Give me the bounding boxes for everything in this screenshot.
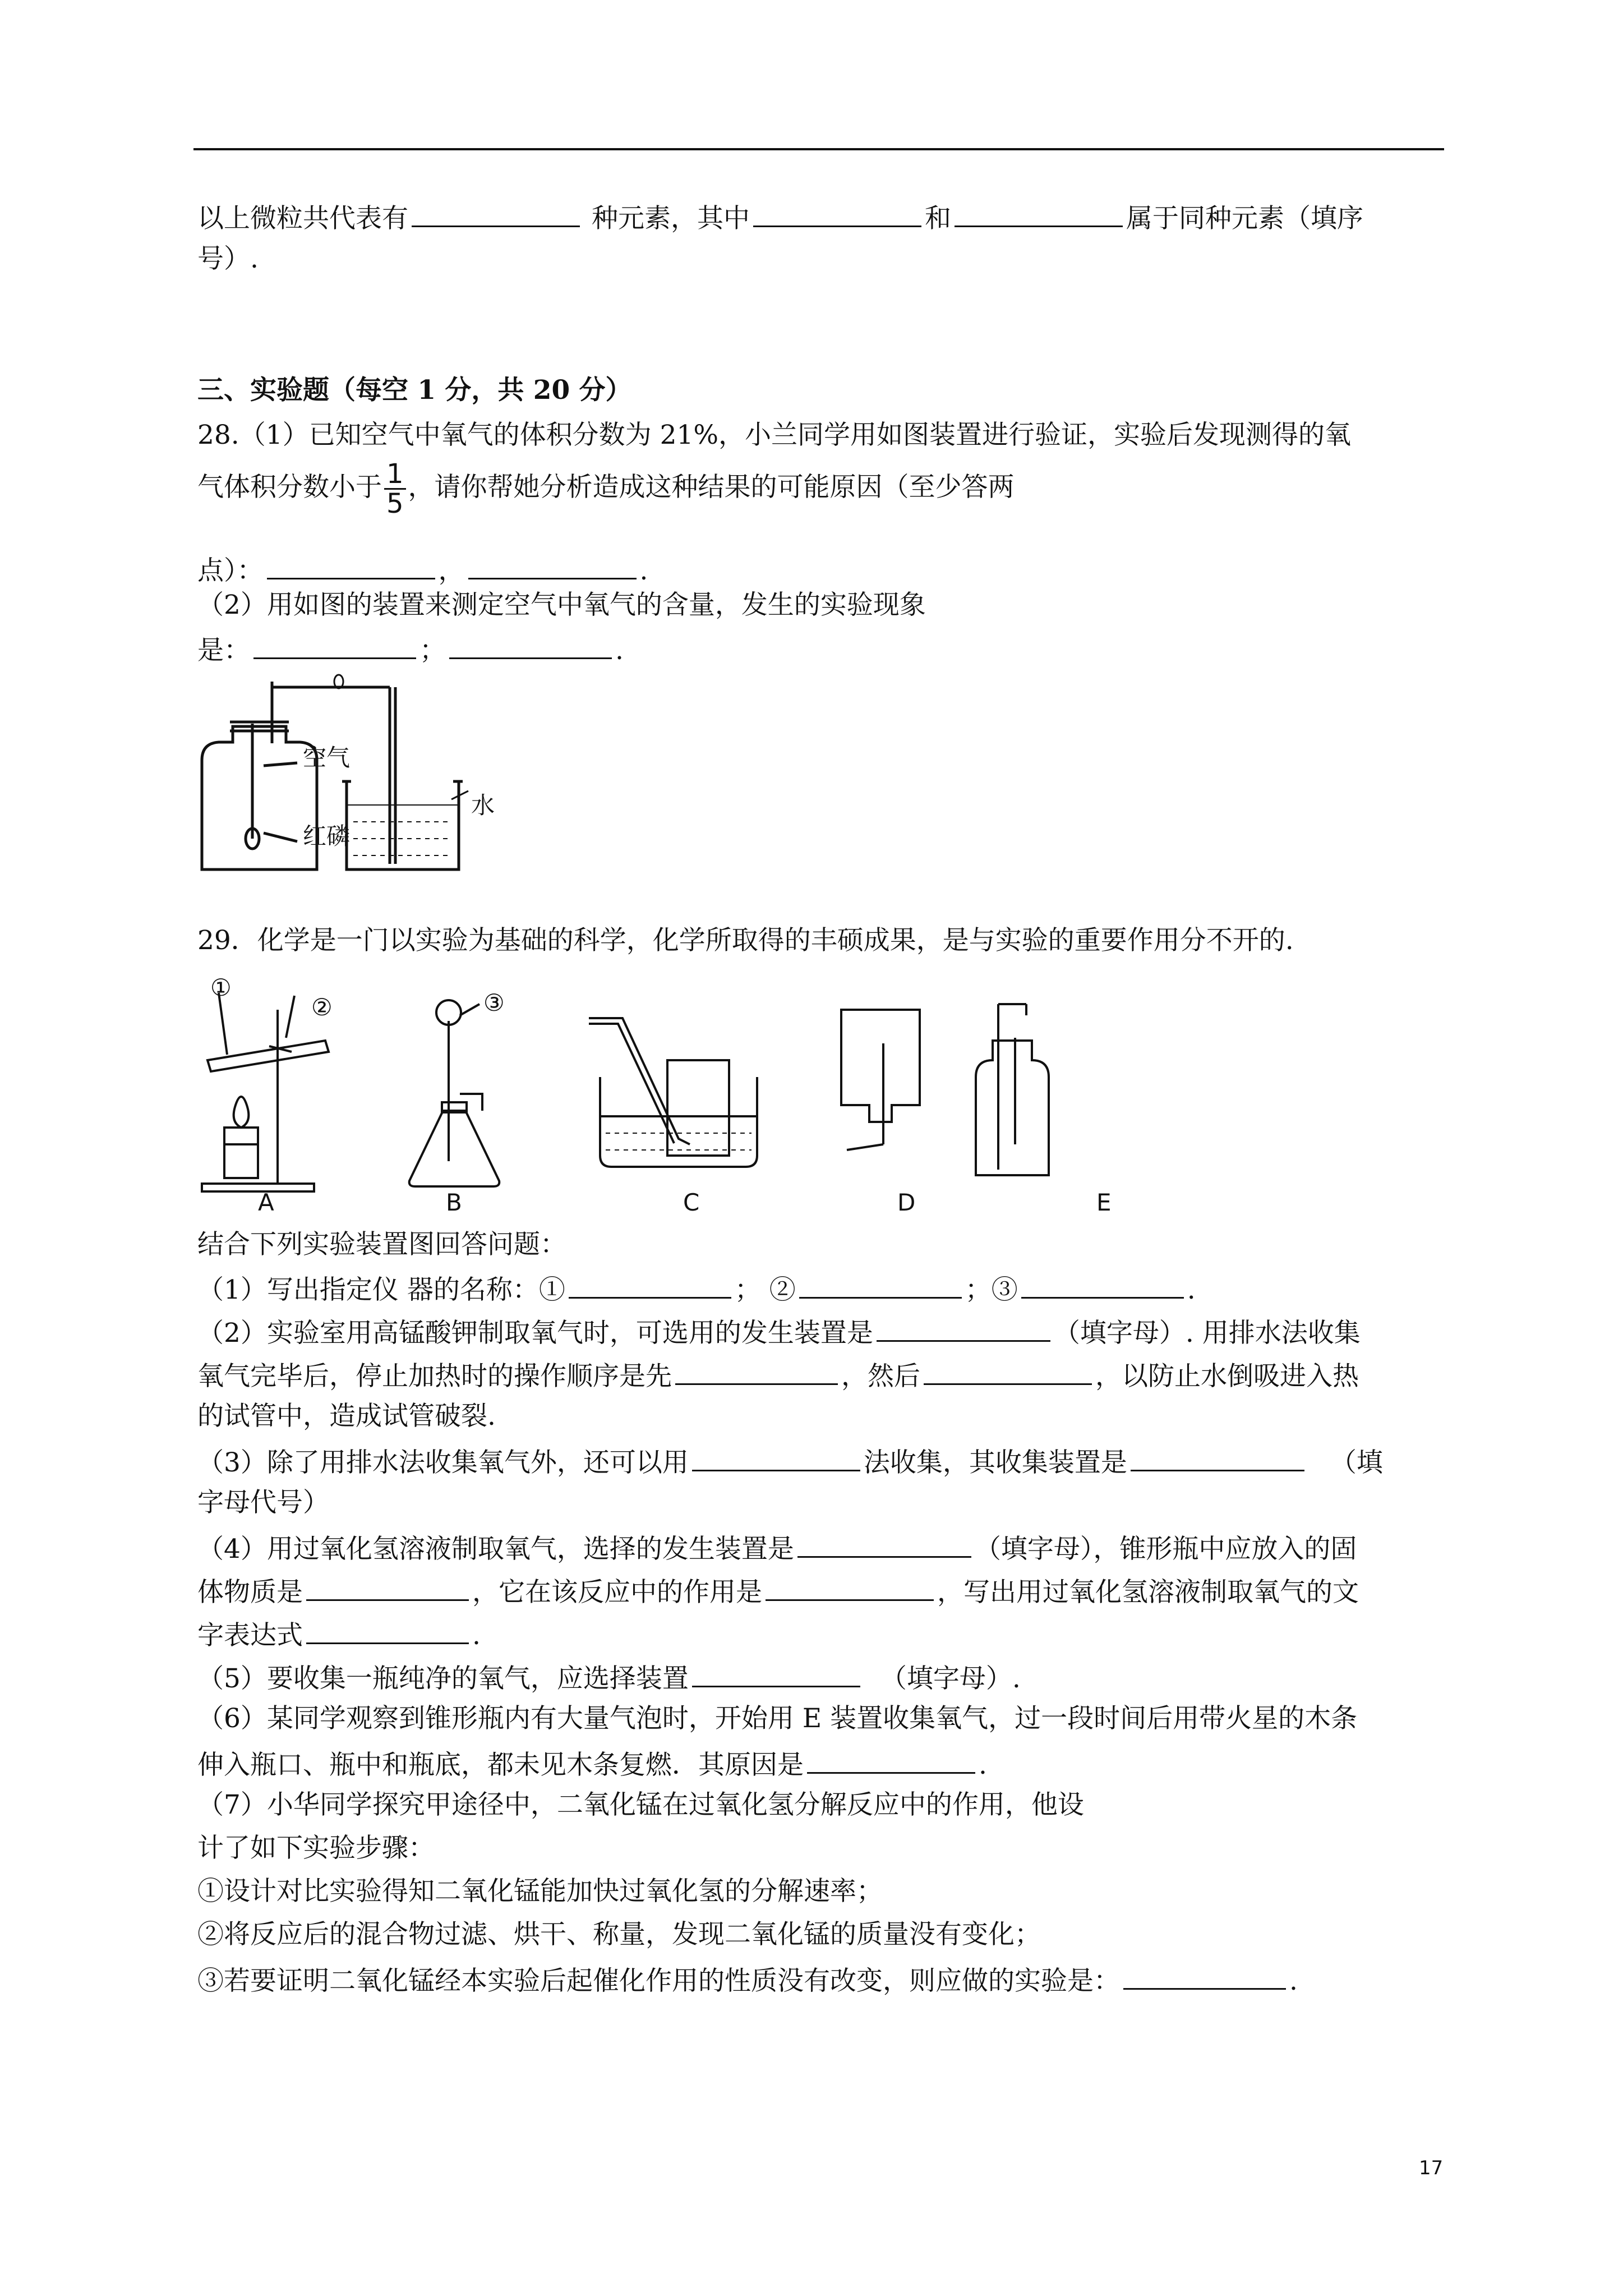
text: ，写出用过氧化氢溶液制取氧气的文	[937, 1577, 1359, 1608]
label-red-phosphorus: 红磷	[303, 822, 351, 850]
text: （1）写出指定仪 器的名称：①	[197, 1274, 565, 1305]
header-rule	[193, 148, 1444, 150]
answer-blank[interactable]	[468, 554, 637, 579]
text: .	[639, 555, 648, 586]
q28-line	[197, 460, 1015, 518]
answer-blank[interactable]	[955, 202, 1123, 227]
text: 属于同种元素（填序	[1126, 203, 1363, 234]
text: ，以防止水倒吸进入热	[1095, 1361, 1359, 1392]
text-line	[197, 202, 1363, 232]
answer-blank[interactable]	[766, 1576, 934, 1601]
answer-blank[interactable]	[799, 1273, 962, 1299]
fraction	[384, 460, 406, 518]
answer-blank[interactable]	[924, 1360, 1092, 1385]
text: ；	[419, 635, 446, 666]
text: （4）用过氧化氢溶液制取氧气，选择的发生装置是	[197, 1534, 794, 1565]
q29-line	[197, 1964, 1298, 1994]
label-air: 空气	[303, 744, 351, 771]
text: 点）：	[197, 555, 264, 586]
text: 和	[924, 203, 951, 234]
text: 是：	[197, 635, 250, 666]
text: 氧气完毕后，停止加热时的操作顺序是先	[197, 1361, 672, 1392]
text: （填	[1330, 1447, 1383, 1478]
q29-line: （6）某同学观察到锥形瓶内有大量气泡时，开始用 E 装置收集氧气，过一段时间后用带火星的木条	[197, 1703, 1358, 1734]
answer-blank[interactable]	[412, 202, 580, 227]
answer-blank[interactable]	[753, 202, 921, 227]
answer-blank[interactable]	[807, 1749, 975, 1774]
text: 以上微粒共代表有	[197, 203, 408, 234]
label-a: A	[258, 1189, 274, 1212]
label-water: 水	[471, 792, 495, 819]
q28-line: （2）用如图的装置来测定空气中氧气的含量，发生的实验现象	[197, 590, 926, 620]
text: 体物质是	[197, 1577, 303, 1608]
q29-line	[197, 1749, 987, 1778]
text: 法收集，其收集装置是	[863, 1447, 1127, 1478]
answer-blank[interactable]	[1123, 1964, 1286, 1990]
text: .	[472, 1620, 481, 1651]
answer-blank[interactable]	[675, 1360, 838, 1385]
answer-blank[interactable]	[877, 1317, 1050, 1342]
q28-line	[197, 634, 624, 664]
marker-3: ③	[483, 989, 505, 1016]
q29-line	[197, 1662, 1021, 1692]
q29-line	[197, 1533, 1357, 1565]
text: .	[979, 1750, 987, 1780]
answer-blank[interactable]	[692, 1446, 860, 1471]
q29-line	[197, 1317, 1361, 1349]
page-number: 17	[1419, 2157, 1444, 2179]
q28-line: 28.（1）已知空气中氧气的体积分数为 21%，小兰同学用如图装置进行验证，实验后发现测得的氧	[197, 420, 1352, 450]
text: .	[1187, 1274, 1196, 1305]
q29-line: 结合下列实验装置图回答问题：	[197, 1229, 566, 1260]
q29-line: 计了如下实验步骤：	[197, 1833, 435, 1864]
answer-blank[interactable]	[797, 1533, 971, 1558]
q29-line: （7）小华同学探究甲途径中，二氧化锰在过氧化氢分解反应中的作用，他设	[197, 1789, 1084, 1820]
label-d: D	[897, 1189, 916, 1212]
q29-line	[197, 1273, 1196, 1303]
marker-2: ②	[311, 993, 333, 1021]
answer-blank[interactable]	[267, 554, 435, 579]
text: .	[615, 635, 624, 666]
text: 种元素，其中	[591, 203, 750, 234]
text: ； ②	[734, 1274, 796, 1305]
q29-line: ①设计对比实验得知二氧化锰能加快过氧化氢的分解速率；	[197, 1876, 883, 1907]
answer-blank[interactable]	[1131, 1446, 1304, 1471]
text: （3）除了用排水法收集氧气外，还可以用	[197, 1447, 689, 1478]
answer-blank[interactable]	[1021, 1273, 1184, 1299]
section-title: 三、实验题（每空 1 分，共 20 分）	[197, 375, 632, 406]
text: 字表达式	[197, 1620, 303, 1651]
text-line	[197, 243, 259, 274]
answer-blank[interactable]	[692, 1662, 860, 1687]
q29-line	[197, 1360, 1359, 1392]
label-e: E	[1096, 1189, 1112, 1212]
fraction-denominator: 5	[386, 488, 404, 520]
text: ，请你帮她分析造成这种结果的可能原因（至少答两	[408, 471, 1015, 503]
text: .	[1289, 1966, 1298, 1996]
answer-blank[interactable]	[569, 1273, 731, 1299]
text: ③若要证明二氧化锰经本实验后起催化作用的性质没有改变，则应做的实验是：	[197, 1966, 1120, 1996]
q29-line: 字母代号）	[197, 1487, 329, 1518]
q29-line	[197, 1619, 481, 1649]
text: （5）要收集一瓶纯净的氧气，应选择装置	[197, 1663, 689, 1694]
label-c: C	[683, 1189, 700, 1212]
marker-1: ①	[210, 976, 232, 1001]
text: （填字母），锥形瓶中应放入的固	[974, 1534, 1357, 1565]
q29-intro: 29．化学是一门以实验为基础的科学，化学所取得的丰硕成果，是与实验的重要作用分不开的.	[197, 925, 1294, 956]
text: ，然后	[841, 1361, 920, 1392]
q29-line	[197, 1446, 1383, 1476]
text: ；③	[965, 1274, 1018, 1305]
text: 伸入瓶口、瓶中和瓶底，都未见木条复燃．其原因是	[197, 1750, 804, 1780]
text: 号）.	[197, 243, 259, 274]
q29-line: 的试管中，造成试管破裂.	[197, 1401, 496, 1432]
text: ，	[438, 555, 465, 586]
q28-line	[197, 554, 648, 584]
answer-blank[interactable]	[253, 634, 416, 659]
fraction-numerator: 1	[384, 460, 406, 490]
answer-blank[interactable]	[306, 1619, 469, 1644]
text: ，它在该反应中的作用是	[472, 1577, 762, 1608]
q29-line	[197, 1576, 1359, 1608]
text: （填字母）.	[880, 1663, 1021, 1694]
oxygen-measurement-apparatus-figure	[196, 670, 510, 881]
answer-blank[interactable]	[449, 634, 612, 659]
label-b: B	[446, 1189, 462, 1212]
answer-blank[interactable]	[306, 1576, 469, 1601]
text: 气体积分数小于	[197, 471, 382, 503]
text: （2）实验室用高锰酸钾制取氧气时，可选用的发生装置是	[197, 1318, 873, 1349]
apparatus-row-figure	[196, 976, 1178, 1212]
q29-line: ②将反应后的混合物过滤、烘干、称量，发现二氧化锰的质量没有变化；	[197, 1919, 1041, 1950]
text: （填字母）. 用排水法收集	[1053, 1318, 1361, 1349]
